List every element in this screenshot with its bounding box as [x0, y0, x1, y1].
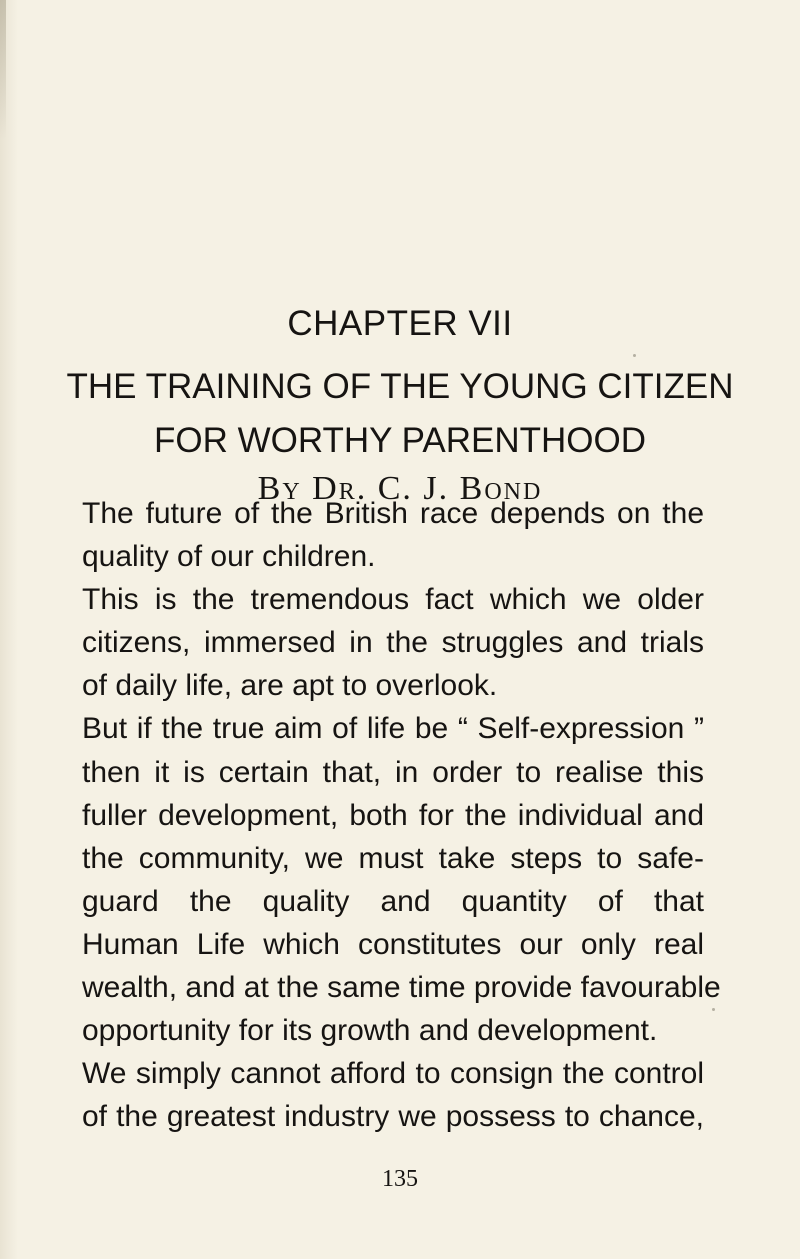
text-line: then it is certain that, in order to realise this: [82, 755, 704, 789]
text-line: This is the tremendous fact which we older: [82, 583, 704, 617]
text-line: wealth, and at the same time provide favourable: [82, 971, 721, 1005]
text-line: fuller development, both for the individual and: [82, 798, 704, 832]
paper-speck: [633, 354, 636, 357]
page-edge-shadow: [0, 0, 6, 140]
chapter-title: [0, 360, 800, 468]
text-line: guard the quality and quantity of that: [82, 884, 704, 918]
chapter-title-line-1: THE TRAINING OF THE YOUNG CITIZEN: [66, 367, 734, 406]
text-line: The future of the British race depends on the: [82, 497, 704, 530]
text-line: citizens, immersed in the struggles and trials: [82, 626, 704, 660]
chapter-number: CHAPTER VII: [287, 304, 513, 343]
text-line: Human Life which constitutes our only real: [82, 927, 704, 961]
author-byline: By Dr. C. J. Bond: [257, 470, 543, 507]
page-number: 135: [382, 1166, 418, 1192]
text-line: We simply cannot afford to consign the control: [82, 1057, 704, 1091]
body-text: [82, 492, 721, 1138]
paper-speck: [712, 1008, 715, 1011]
text-line: But if the true aim of life be “ Self-expression ”: [82, 712, 704, 746]
text-line: the community, we must take steps to safe-: [82, 841, 704, 875]
text-line: of daily life, are apt to overlook.: [82, 669, 498, 703]
text-line: of the greatest industry we possess to chance,: [82, 1100, 704, 1134]
text-line: opportunity for its growth and development.: [82, 1014, 658, 1048]
chapter-title-line-2: FOR WORTHY PARENTHOOD: [154, 421, 646, 460]
text-line: quality of our children.: [82, 540, 376, 574]
